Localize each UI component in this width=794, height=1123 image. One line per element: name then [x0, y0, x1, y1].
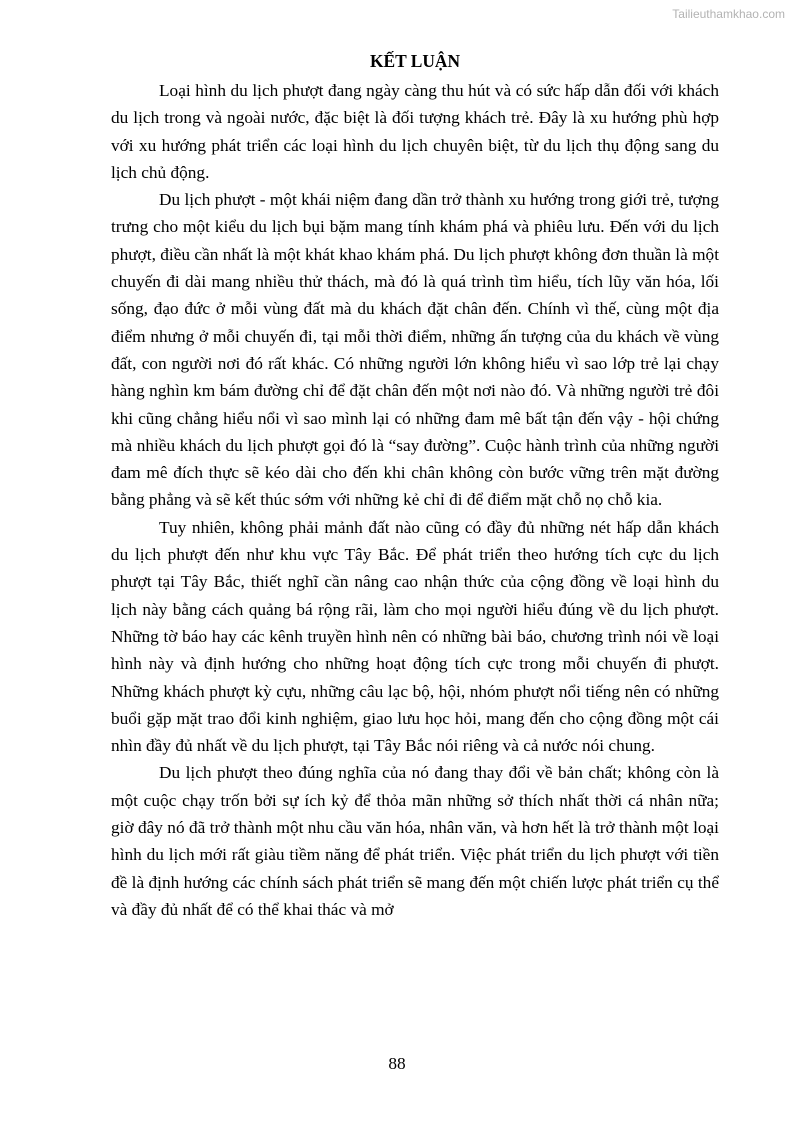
- page-number: 88: [388, 1054, 406, 1073]
- page-body: [111, 48, 719, 923]
- paragraph-3: Tuy nhiên, không phải mảnh đất nào cũng có đầy đủ những nét hấp dẫn khách du lịch phượt đến như khu vực Tây Bắc. Để phát triển theo hướng tích cực du lịch phượt tại Tây Bắc, thiết nghĩ cần nâng cao nhận thức của cộng đồng về loại hình du lịch này bằng cách quảng bá rộng rãi, làm cho mọi người hiểu đúng về du lịch phượt. Những tờ báo hay các kênh truyền hình nên có những bài báo, chương trình nói về loại hình này và định hướng cho những hoạt động tích cực trong mỗi chuyến đi phượt. Những khách phượt kỳ cựu, những câu lạc bộ, hội, nhóm phượt nổi tiếng nên có những buổi gặp mặt trao đổi kinh nghiệm, giao lưu học hỏi, mang đến cho cộng đồng một cái nhìn đầy đủ nhất về du lịch phượt, tại Tây Bắc nói riêng và cả nước nói chung.: [111, 517, 719, 756]
- paragraph-1: Loại hình du lịch phượt đang ngày càng thu hút và có sức hấp dẫn đối với khách du lịch trong và ngoài nước, đặc biệt là đối tượng khách trẻ. Đây là xu hướng phù hợp với xu hướng phát triển các loại hình du lịch chuyên biệt, từ du lịch thụ động sang du lịch chủ động.: [111, 81, 719, 182]
- paragraph-2: Du lịch phượt - một khái niệm đang dần trở thành xu hướng trong giới trẻ, tượng trưng cho một kiểu du lịch bụi bặm mang tính khám phá và phiêu lưu. Đến với du lịch phượt, điều cần nhất là một khát khao khám phá. Du lịch phượt không đơn thuần là một chuyến đi dài mang nhiều thử thách, mà đó là quá trình tìm hiểu, tích lũy văn hóa, lối sống, đạo đức ở mỗi vùng đất mà du khách đặt chân đến. Chính vì thế, cùng một địa điểm nhưng ở mỗi chuyến đi, tại mỗi thời điểm, những ấn tượng của du khách về vùng đất, con người nơi đó rất khác. Có những người lớn không hiểu vì sao lớp trẻ lại chạy hàng nghìn km bám đường chỉ để đặt chân đến một nơi nào đó. Và những người trẻ đôi khi cũng chẳng hiểu nổi vì sao mình lại có những đam mê bất tận đến vậy - hội chứng mà nhiều khách du lịch phượt gọi đó là “say đường”. Cuộc hành trình của những người đam mê đích thực sẽ kéo dài cho đến khi chân không còn bước vững trên mặt đường bằng phẳng và sẽ kết thúc sớm với những kẻ chỉ đi để điểm mặt chỗ nọ chỗ kia.: [111, 190, 719, 510]
- watermark: Tailieuthamkhao.com: [672, 7, 785, 21]
- paragraph-4: Du lịch phượt theo đúng nghĩa của nó đang thay đổi về bản chất; không còn là một cuộc chạy trốn bởi sự ích kỷ để thỏa mãn những sở thích nhất thời cá nhân nữa; giờ đây nó đã trở thành một nhu cầu văn hóa, nhân văn, và hơn hết là trở thành một loại hình du lịch mới rất giàu tiềm năng để phát triển. Việc phát triển du lịch phượt với tiền đề là định hướng các chính sách phát triển sẽ mang đến một chiến lược phát triển cụ thể và đầy đủ nhất để có thể khai thác và mở: [111, 763, 719, 919]
- page-title: KẾT LUẬN: [369, 51, 461, 71]
